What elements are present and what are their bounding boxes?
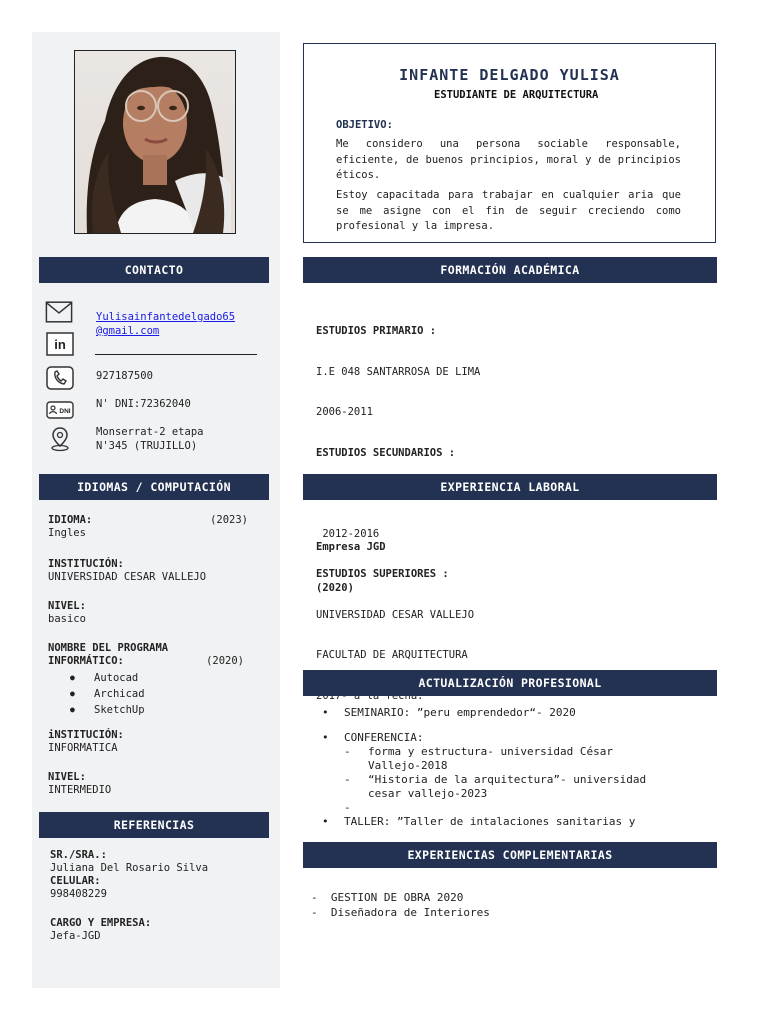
education-block bbox=[316, 298, 480, 717]
idioma-value: Ingles bbox=[48, 527, 86, 539]
ref-phone-label: CELULAR: bbox=[50, 875, 101, 887]
conference-item-3 bbox=[320, 801, 710, 815]
list-item: ● Autocad bbox=[48, 670, 248, 686]
programa-year: (2020) bbox=[206, 655, 244, 667]
experience-year: (2020) bbox=[316, 581, 354, 594]
complementary-list: - GESTION DE OBRA 2020 - Diseñadora de Interiores bbox=[311, 891, 490, 919]
programs-list bbox=[48, 670, 248, 718]
divider bbox=[95, 354, 257, 355]
experience-company: Empresa JGD bbox=[316, 541, 386, 553]
languages-heading: IDIOMAS / COMPUTACIÓN bbox=[39, 474, 269, 500]
svg-text:DNI: DNI bbox=[59, 408, 71, 415]
experience-heading: EXPERIENCIA LABORAL bbox=[303, 474, 717, 500]
primary-years: 2006-2011 bbox=[316, 406, 373, 418]
programa-label-1: NOMBRE DEL PROGRAMA bbox=[48, 642, 169, 654]
profile-photo bbox=[74, 50, 236, 234]
nivel2-label: NIVEL: bbox=[48, 771, 86, 783]
location-pin-icon bbox=[46, 427, 74, 451]
higher-faculty: FACULTAD DE ARQUITECTURA bbox=[316, 649, 468, 661]
list-item: • SEMINARIO: ”peru emprendedor“- 2020 bbox=[320, 706, 710, 720]
phone-icon bbox=[46, 366, 74, 390]
nivel2-value: INTERMEDIO bbox=[48, 784, 112, 796]
ref-phone-value: 998408229 bbox=[50, 888, 107, 900]
idioma-year: (2023) bbox=[210, 514, 248, 526]
list-item: GESTION DE OBRA 2020 bbox=[330, 891, 464, 904]
updates-list bbox=[320, 706, 710, 829]
candidate-title: ESTUDIANTE DE ARQUITECTURA bbox=[434, 89, 599, 101]
email-link-line1[interactable]: Yulisainfantedelgado65 bbox=[96, 311, 236, 323]
svg-text:in: in bbox=[54, 337, 66, 352]
candidate-name: INFANTE DELGADO YULISA bbox=[399, 66, 620, 84]
institucion-value: UNIVERSIDAD CESAR VALLEJO bbox=[48, 571, 207, 583]
institucion2-label: iNSTITUCIÓN: bbox=[48, 729, 124, 741]
linkedin-icon[interactable] bbox=[46, 332, 74, 356]
updates-heading: ACTUALIZACIÓN PROFESIONAL bbox=[303, 670, 717, 696]
ref-name-label: SR./SRA.: bbox=[50, 849, 107, 861]
secondary-years: 2012-2016 bbox=[316, 527, 380, 540]
list-item: • CONFERENCIA: bbox=[320, 731, 710, 745]
ref-position-value: Jefa-JGD bbox=[50, 930, 101, 942]
conference-item-2: - “Historia de la arquitectura”- universidad cesar vallejo-2023 bbox=[320, 773, 710, 801]
address-line2: N'345 (TRUJILLO) bbox=[96, 440, 198, 452]
ref-position-label: CARGO Y EMPRESA: bbox=[50, 917, 152, 929]
objective-text-2: Estoy capacitada para trabajar en cualquier aria que se me asigne con el fin de seguir creciendo como profesional y la impresa. bbox=[336, 189, 681, 232]
email-link-line2[interactable]: @gmail.com bbox=[96, 325, 160, 337]
phone-number: 927187500 bbox=[96, 370, 153, 382]
dni-number: N' DNI:72362040 bbox=[96, 398, 191, 410]
higher-label: ESTUDIOS SUPERIORES : bbox=[316, 568, 449, 580]
nivel-value: basico bbox=[48, 613, 86, 625]
nivel-label: NIVEL: bbox=[48, 600, 86, 612]
list-item: Diseñadora de Interiores bbox=[330, 906, 490, 919]
list-item: ● Archicad bbox=[48, 686, 248, 702]
primary-school: I.E 048 SANTARROSA DE LIMA bbox=[316, 365, 481, 378]
list-item: ● SketchUp bbox=[48, 702, 248, 718]
conference-item-1: - forma y estructura- universidad César Vallejo-2018 bbox=[320, 745, 710, 773]
idioma-label: IDIOMA: bbox=[48, 514, 93, 526]
ref-name-value: Juliana Del Rosario Silva bbox=[50, 862, 209, 874]
objective-label: OBJETIVO: bbox=[336, 119, 393, 131]
primary-label: ESTUDIOS PRIMARIO : bbox=[316, 325, 437, 337]
references-heading: REFERENCIAS bbox=[39, 812, 269, 838]
secondary-label: ESTUDIOS SECUNDARIOS : bbox=[316, 446, 456, 459]
complementary-heading: EXPERIENCIAS COMPLEMENTARIAS bbox=[303, 842, 717, 868]
institucion-label: INSTITUCIÓN: bbox=[48, 558, 124, 570]
header-box bbox=[303, 43, 716, 243]
list-item: • TALLER: ”Taller de intalaciones sanitarias y bbox=[320, 815, 710, 829]
education-heading: FORMACIÓN ACADÉMICA bbox=[303, 257, 717, 283]
address-line1: Monserrat-2 etapa bbox=[96, 426, 204, 438]
id-card-icon bbox=[46, 398, 74, 422]
contact-heading: CONTACTO bbox=[39, 257, 269, 283]
objective-text-1: Me considero una persona sociable responsable, eficiente, de buenos principios, moral y de principios éticos. bbox=[336, 138, 681, 181]
mail-icon bbox=[45, 300, 73, 324]
institucion2-value: INFORMATICA bbox=[48, 742, 118, 754]
higher-school: UNIVERSIDAD CESAR VALLEJO bbox=[316, 608, 475, 621]
programa-label-2: INFORMÁTICO: bbox=[48, 655, 124, 667]
